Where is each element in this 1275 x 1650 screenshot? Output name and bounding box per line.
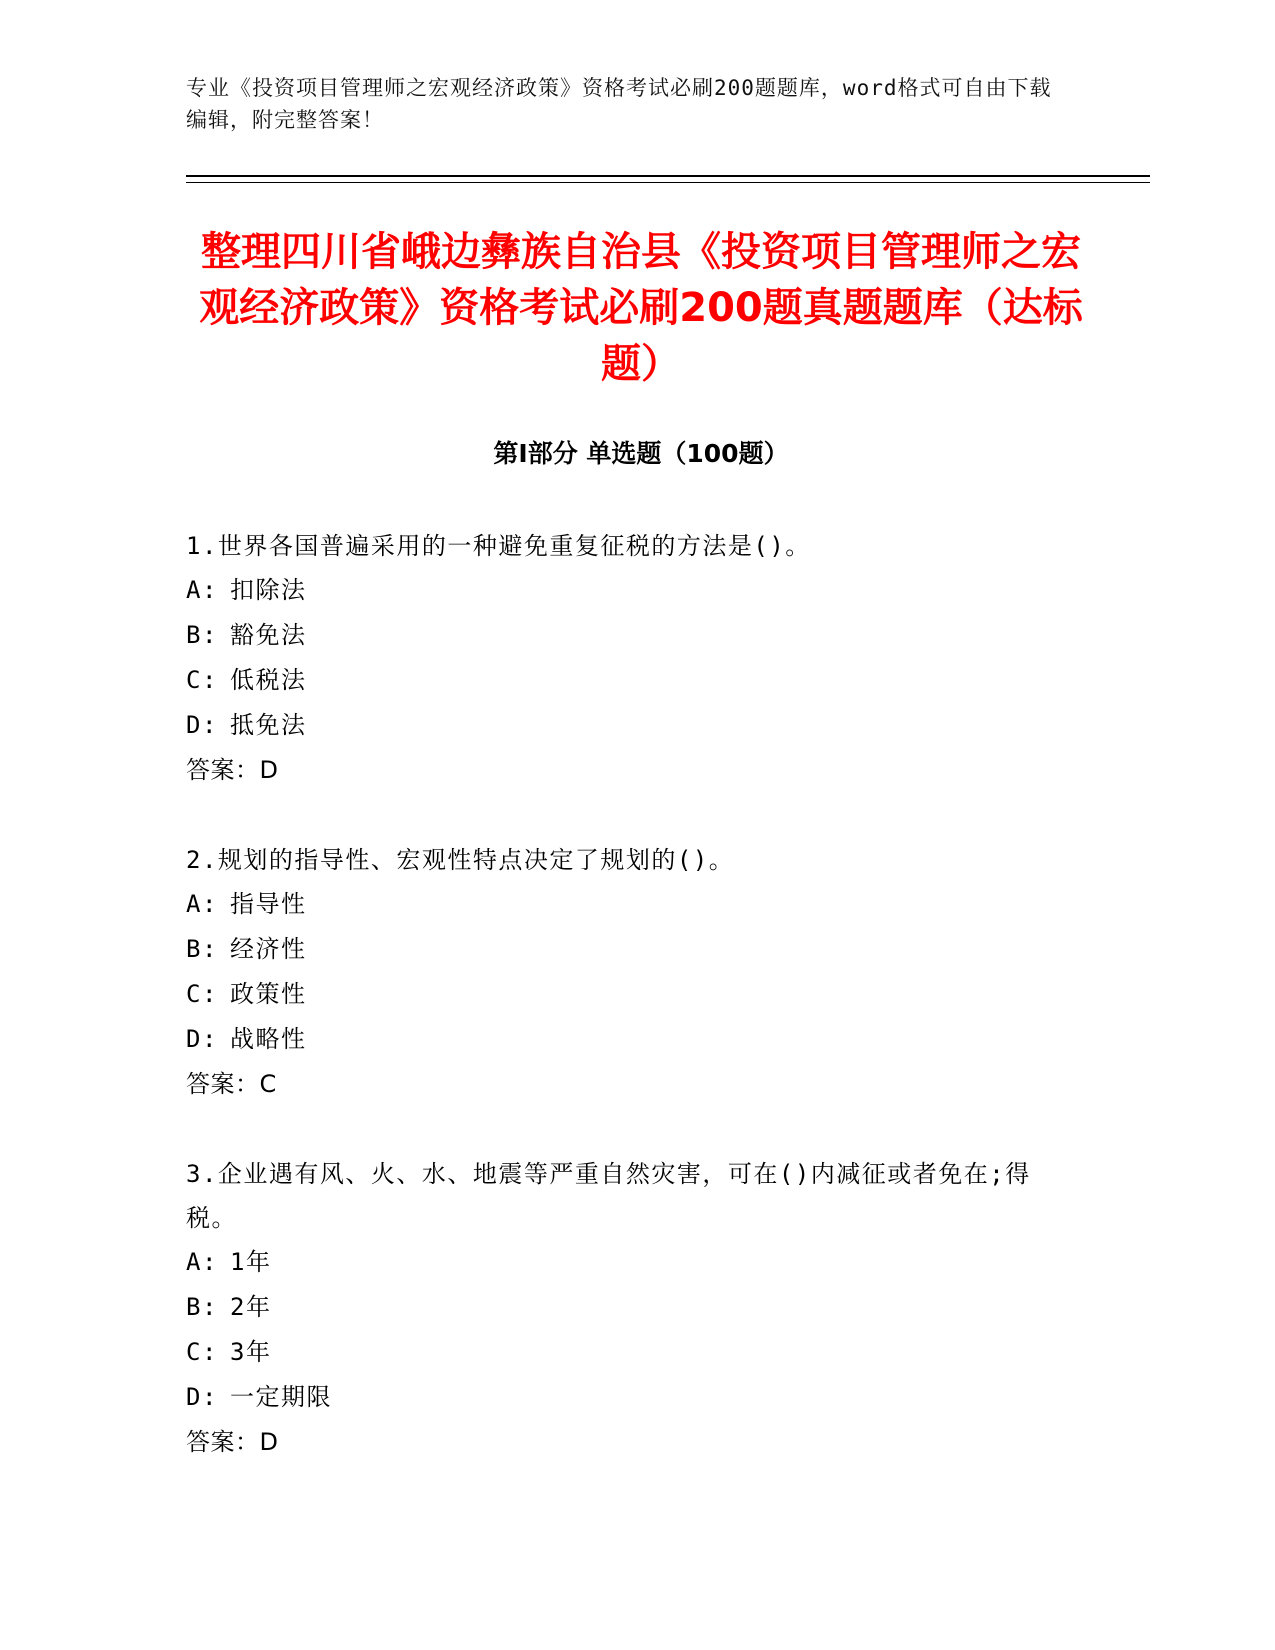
option-text: 3年 bbox=[230, 1338, 272, 1366]
option-key: C: bbox=[186, 1338, 218, 1366]
option-text: 抵免法 bbox=[230, 711, 307, 739]
option-b bbox=[186, 613, 1066, 658]
option-key: C: bbox=[186, 980, 218, 1008]
question-stem: 2.规划的指导性、宏观性特点决定了规划的()。 bbox=[186, 846, 735, 874]
option-text: 战略性 bbox=[230, 1025, 307, 1053]
option-b bbox=[186, 927, 1066, 972]
header-divider-thick bbox=[186, 175, 1150, 177]
question-item bbox=[186, 1152, 1066, 1465]
answer-line: 答案：D bbox=[186, 1428, 279, 1456]
option-text: 2年 bbox=[230, 1293, 272, 1321]
option-key: A: bbox=[186, 576, 218, 604]
question-item bbox=[186, 524, 1066, 793]
option-key: D: bbox=[186, 711, 218, 739]
question-stem: 1.世界各国普遍采用的一种避免重复征税的方法是()。 bbox=[186, 532, 811, 560]
option-key: B: bbox=[186, 621, 218, 649]
answer-line: 答案：C bbox=[186, 1070, 277, 1098]
option-a bbox=[186, 882, 1066, 927]
option-key: A: bbox=[186, 890, 218, 918]
option-text: 指导性 bbox=[230, 890, 307, 918]
option-b bbox=[186, 1285, 1066, 1330]
option-d bbox=[186, 1017, 1066, 1062]
option-key: B: bbox=[186, 935, 218, 963]
document-title: 整理四川省峨边彝族自治县《投资项目管理师之宏观经济政策》资格考试必刷200题真题题库（达标题） bbox=[199, 229, 1083, 387]
header-divider-thin bbox=[186, 182, 1150, 183]
option-c bbox=[186, 658, 1066, 703]
option-a bbox=[186, 1240, 1066, 1285]
option-key: D: bbox=[186, 1383, 218, 1411]
option-key: D: bbox=[186, 1025, 218, 1053]
option-d bbox=[186, 703, 1066, 748]
question-item bbox=[186, 838, 1066, 1107]
option-text: 政策性 bbox=[230, 980, 307, 1008]
question-stem: 3.企业遇有风、火、水、地震等严重自然灾害，可在()内减征或者免在;得税。 bbox=[186, 1160, 1031, 1232]
option-text: 豁免法 bbox=[230, 621, 307, 649]
option-c bbox=[186, 1330, 1066, 1375]
option-text: 扣除法 bbox=[230, 576, 307, 604]
section-title: 第I部分 单选题（100题） bbox=[493, 439, 789, 468]
option-text: 经济性 bbox=[230, 935, 307, 963]
option-text: 1年 bbox=[230, 1248, 272, 1276]
option-key: C: bbox=[186, 666, 218, 694]
option-key: A: bbox=[186, 1248, 218, 1276]
header-note: 专业《投资项目管理师之宏观经济政策》资格考试必刷200题题库，word格式可自由下载编辑，附完整答案！ bbox=[186, 76, 1052, 132]
option-key: B: bbox=[186, 1293, 218, 1321]
option-d bbox=[186, 1375, 1066, 1420]
option-text: 一定期限 bbox=[230, 1383, 332, 1411]
option-text: 低税法 bbox=[230, 666, 307, 694]
answer-line: 答案：D bbox=[186, 756, 279, 784]
option-a bbox=[186, 568, 1066, 613]
option-c bbox=[186, 972, 1066, 1017]
